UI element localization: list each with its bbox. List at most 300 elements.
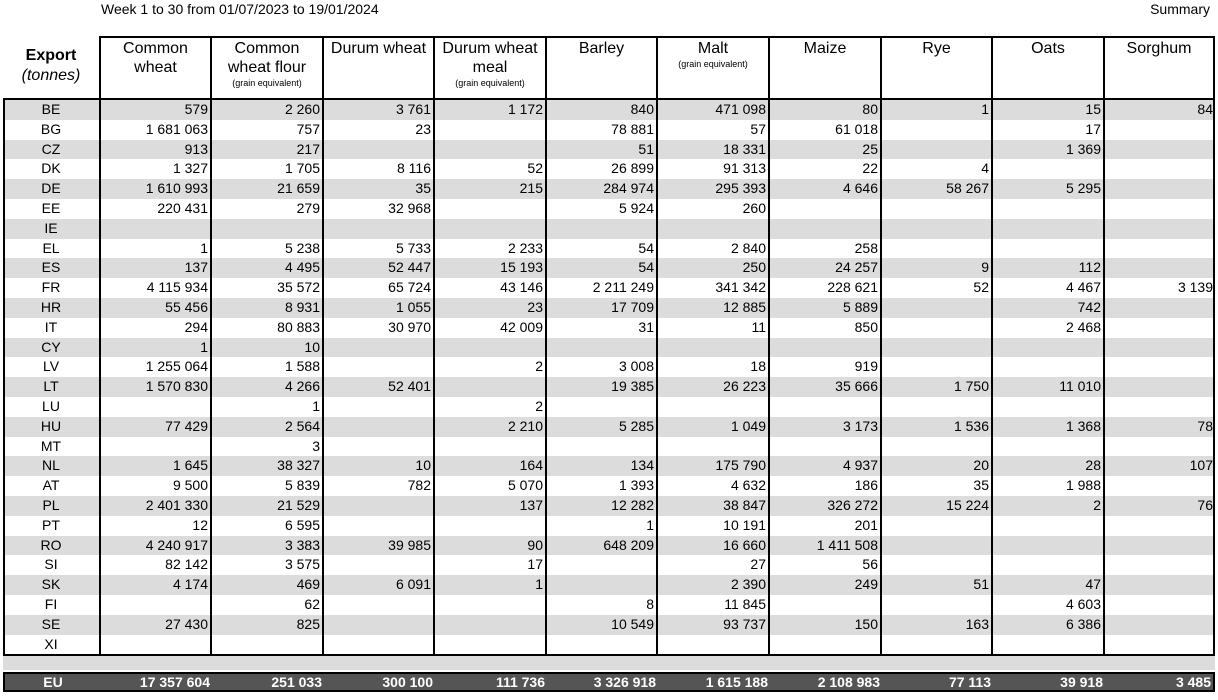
table-cell: 3 575 (284, 556, 320, 573)
table-cell: 249 (854, 576, 878, 593)
country-code: EE (41, 199, 61, 216)
table-cell (545, 555, 656, 575)
table-cell: 30 970 (388, 318, 431, 335)
table-cell: 250 (742, 259, 766, 276)
country-code: PT (42, 516, 60, 533)
table-cell (545, 397, 656, 417)
table-cell: 201 (854, 516, 878, 533)
column-rule (768, 100, 770, 655)
table-cell: 3 (312, 437, 320, 454)
table-cell (322, 140, 433, 160)
table-cell: 5 924 (618, 199, 654, 216)
table-cell: 39 985 (388, 536, 431, 553)
table-cell (1103, 476, 1215, 496)
table-gap-band (3, 656, 1215, 670)
table-cell: 78 881 (611, 120, 654, 137)
table-cell: 341 342 (715, 279, 766, 296)
table-cell: 294 (184, 318, 208, 335)
table-cell: 42 009 (500, 318, 543, 335)
table-cell: 217 (296, 140, 320, 157)
table-cell: 4 266 (284, 378, 320, 395)
table-cell (1103, 397, 1215, 417)
country-code: SE (41, 615, 61, 632)
table-cell: 228 621 (827, 279, 878, 296)
table-row (3, 159, 1215, 179)
table-cell (991, 437, 1103, 457)
export-corner (3, 46, 99, 100)
total-cell: 2 108 983 (817, 674, 880, 690)
column-rule (545, 100, 547, 655)
table-cell: 1 (646, 516, 654, 533)
table-cell (880, 397, 991, 417)
table-cell: 137 (519, 496, 543, 513)
table-cell: 1 369 (1065, 140, 1101, 157)
table-cell (991, 219, 1103, 239)
table-cell (880, 595, 991, 615)
table-cell: 4 467 (1065, 279, 1101, 296)
table-cell: 284 974 (603, 180, 654, 197)
table-cell: 52 401 (388, 378, 431, 395)
table-cell: 2 468 (1065, 318, 1101, 335)
column-header (433, 36, 545, 98)
table-cell: 82 142 (165, 556, 208, 573)
country-code: EL (42, 239, 60, 256)
table-cell: 1 570 830 (145, 378, 208, 395)
country-code: IE (44, 219, 58, 236)
country-code: LV (42, 358, 60, 375)
table-cell: 28 (1085, 457, 1101, 474)
table-cell: 25 (862, 140, 878, 157)
table-row (3, 100, 1215, 120)
table-cell: 35 572 (277, 279, 320, 296)
table-cell: 1 536 (953, 417, 989, 434)
table-cell: 78 (1197, 417, 1213, 434)
table-cell: 9 500 (172, 477, 208, 494)
table-cell: 27 430 (165, 615, 208, 632)
table-cell: 8 (646, 595, 654, 612)
column-rule (1213, 100, 1215, 655)
table-cell: 38 327 (277, 457, 320, 474)
table-cell: 54 (638, 259, 654, 276)
table-cell: 23 (527, 298, 543, 315)
country-code: CZ (41, 140, 61, 157)
table-cell (1103, 179, 1215, 199)
table-cell (768, 338, 880, 358)
table-cell (1103, 615, 1215, 635)
table-cell (991, 357, 1103, 377)
table-cell: 51 (638, 140, 654, 157)
table-cell (433, 437, 545, 457)
table-cell: 93 737 (723, 615, 766, 632)
table-cell (880, 318, 991, 338)
column-header (991, 36, 1103, 98)
table-cell: 1 (535, 576, 543, 593)
table-row (3, 140, 1215, 160)
table-cell (880, 357, 991, 377)
table-cell: 2 (535, 397, 543, 414)
table-cell (1103, 516, 1215, 536)
table-row (3, 397, 1215, 417)
country-code: XI (44, 635, 58, 652)
column-rule (880, 100, 882, 655)
table-cell: 2 840 (730, 239, 766, 256)
column-rule (3, 100, 5, 655)
table-cell (1103, 575, 1215, 595)
table-row (3, 199, 1215, 219)
table-cell: 21 529 (277, 496, 320, 513)
table-cell: 8 116 (397, 160, 431, 177)
table-cell (991, 635, 1103, 655)
column-rule (1103, 100, 1105, 655)
table-row (3, 377, 1215, 397)
table-cell (322, 338, 433, 358)
table-cell: 2 233 (507, 239, 543, 256)
table-cell (880, 555, 991, 575)
summary-label: Summary (1150, 1, 1210, 17)
table-cell (880, 219, 991, 239)
table-cell (1103, 377, 1215, 397)
table-cell: 1 (200, 338, 208, 355)
total-cell: 3 326 918 (593, 674, 656, 690)
table-cell (1103, 120, 1215, 140)
table-cell (322, 437, 433, 457)
table-cell: 164 (519, 457, 543, 474)
table-cell (880, 298, 991, 318)
column-header-label: Durum wheat meal (442, 40, 538, 76)
table-cell: 4 115 934 (146, 279, 208, 296)
table-cell (99, 397, 210, 417)
table-cell (1103, 219, 1215, 239)
table-cell: 782 (407, 477, 431, 494)
table-cell: 6 386 (1065, 615, 1101, 632)
table-cell: 919 (854, 358, 878, 375)
table-cell (322, 555, 433, 575)
table-cell: 31 (638, 318, 654, 335)
table-cell: 80 (862, 101, 878, 117)
table-cell (880, 239, 991, 259)
table-cell (991, 199, 1103, 219)
table-cell: 1 255 064 (145, 358, 208, 375)
total-cell: 3 485 (1175, 674, 1211, 690)
table-cell: 134 (630, 457, 654, 474)
table-cell (99, 595, 210, 615)
column-header-label: Durum wheat (330, 40, 427, 57)
table-cell (433, 199, 545, 219)
table-cell: 1 681 063 (145, 120, 208, 137)
table-cell: 1 172 (507, 101, 543, 117)
table-cell: 175 790 (715, 457, 766, 474)
table-cell (656, 397, 768, 417)
table-cell: 471 098 (715, 101, 766, 117)
country-code: FI (44, 595, 58, 612)
country-code: DE (41, 180, 61, 197)
table-cell: 5 889 (842, 298, 878, 315)
table-cell: 220 431 (157, 199, 208, 216)
table-cell: 4 240 917 (145, 536, 208, 553)
country-code: SI (44, 556, 58, 573)
table-cell: 5 839 (284, 477, 320, 494)
column-header-label: Barley (578, 40, 625, 57)
table-cell: 2 260 (284, 101, 320, 117)
column-header-label: Maize (803, 40, 847, 57)
table-cell (545, 338, 656, 358)
table-cell (880, 120, 991, 140)
table-row (3, 516, 1215, 536)
country-code: BE (41, 101, 61, 117)
table-cell (545, 219, 656, 239)
table-cell: 17 (1085, 120, 1101, 137)
table-cell: 8 931 (284, 298, 320, 315)
table-cell: 56 (862, 556, 878, 573)
table-cell (991, 239, 1103, 259)
column-header (322, 36, 433, 98)
table-cell (991, 397, 1103, 417)
table-cell (1103, 357, 1215, 377)
table-cell: 4 174 (172, 576, 208, 593)
table-cell: 62 (304, 595, 320, 612)
table-cell: 3 008 (618, 358, 654, 375)
table-cell: 12 (192, 516, 208, 533)
table-cell (99, 635, 210, 655)
table-cell: 3 139 (1177, 279, 1213, 296)
column-header-label: Oats (1031, 40, 1065, 57)
table-cell: 5 238 (284, 239, 320, 256)
table-cell: 80 883 (277, 318, 320, 335)
table-cell: 279 (296, 199, 320, 216)
table-cell: 58 267 (946, 180, 989, 197)
table-cell (322, 357, 433, 377)
country-code: FR (41, 279, 61, 296)
column-header (1103, 36, 1215, 98)
column-rule (99, 100, 101, 655)
table-cell: 90 (527, 536, 543, 553)
table-row (3, 595, 1215, 615)
country-code: MT (40, 437, 62, 454)
table-cell (322, 417, 433, 437)
column-header-label: Common wheat flour (227, 40, 307, 76)
table-cell (433, 120, 545, 140)
country-code: HU (40, 417, 62, 434)
table-cell: 4 (981, 160, 989, 177)
country-code: LT (43, 378, 59, 395)
column-header-sub: (grain equivalent) (678, 59, 748, 69)
table-cell: 150 (854, 615, 878, 632)
table-cell: 137 (184, 259, 208, 276)
table-cell (880, 140, 991, 160)
table-cell: 12 282 (611, 496, 654, 513)
total-cell: 111 736 (495, 674, 545, 690)
table-cell: 15 (1085, 101, 1101, 117)
table-cell (768, 219, 880, 239)
table-cell: 469 (296, 576, 320, 593)
table-row (3, 496, 1215, 516)
table-cell (880, 338, 991, 358)
column-header-label: Sorghum (1126, 40, 1192, 57)
country-code: HR (40, 298, 62, 315)
table-row (3, 120, 1215, 140)
table-cell: 22 (862, 160, 878, 177)
table-cell: 648 209 (603, 536, 654, 553)
table-cell: 1 393 (618, 477, 654, 494)
table-cell: 47 (1085, 576, 1101, 593)
table-cell: 9 (981, 259, 989, 276)
table-cell: 2 390 (730, 576, 766, 593)
table-cell: 4 937 (842, 457, 878, 474)
table-cell (880, 199, 991, 219)
column-header (210, 36, 322, 98)
column-header (768, 36, 880, 98)
table-row (3, 615, 1215, 635)
table-cell (656, 338, 768, 358)
column-header-label: Common wheat (123, 40, 188, 76)
table-cell (433, 219, 545, 239)
table-cell: 6 091 (395, 576, 431, 593)
table-cell: 17 709 (611, 298, 654, 315)
column-header (880, 36, 991, 98)
total-cell: 17 357 604 (139, 674, 210, 690)
table-cell: 65 724 (388, 279, 431, 296)
table-cell: 35 (973, 477, 989, 494)
total-cell: 300 100 (382, 674, 433, 690)
table-cell: 38 847 (723, 496, 766, 513)
table-cell (880, 536, 991, 556)
table-cell (433, 140, 545, 160)
table-cell: 1 049 (730, 417, 766, 434)
table-cell (768, 635, 880, 655)
column-header-sub: (grain equivalent) (455, 78, 525, 88)
table-cell (656, 437, 768, 457)
table-cell: 10 549 (611, 615, 654, 632)
table-cell (991, 516, 1103, 536)
table-cell: 32 968 (388, 199, 431, 216)
table-row (3, 278, 1215, 298)
table-cell (1103, 536, 1215, 556)
country-code: LU (42, 397, 60, 414)
table-cell: 2 (1093, 496, 1101, 513)
table-cell (99, 219, 210, 239)
table-row (3, 239, 1215, 259)
table-cell (1103, 318, 1215, 338)
country-code: NL (42, 457, 60, 474)
table-cell: 1 368 (1065, 417, 1101, 434)
table-row (3, 338, 1215, 358)
table-cell (433, 595, 545, 615)
table-cell: 4 495 (284, 259, 320, 276)
table-cell: 2 (535, 358, 543, 375)
table-cell: 260 (742, 199, 766, 216)
table-cell (322, 635, 433, 655)
table-cell (1103, 258, 1215, 278)
table-cell (1103, 635, 1215, 655)
table-cell (210, 635, 322, 655)
table-cell (322, 219, 433, 239)
table-cell (1103, 555, 1215, 575)
table-cell: 1 705 (284, 160, 320, 177)
country-code: DK (41, 160, 61, 177)
table-cell (1103, 239, 1215, 259)
table-row (3, 555, 1215, 575)
table-cell (656, 635, 768, 655)
column-header (99, 36, 210, 98)
table-cell: 84 (1197, 101, 1213, 117)
country-code: CY (41, 338, 61, 355)
table-cell (1103, 140, 1215, 160)
table-cell: 913 (184, 140, 208, 157)
table-cell (1103, 298, 1215, 318)
table-cell: 2 210 (507, 417, 543, 434)
table-cell: 1 588 (284, 358, 320, 375)
table-cell: 11 010 (1059, 378, 1101, 395)
table-cell (991, 338, 1103, 358)
table-cell (656, 219, 768, 239)
table-cell (322, 496, 433, 516)
table-cell (991, 536, 1103, 556)
table-cell: 12 885 (723, 298, 766, 315)
column-rule (210, 100, 212, 655)
table-cell: 107 (1189, 457, 1213, 474)
country-code: PL (42, 496, 60, 513)
table-cell: 295 393 (715, 180, 766, 197)
table-cell: 11 (751, 318, 766, 335)
total-cell: 39 918 (1060, 674, 1103, 690)
table-cell (545, 575, 656, 595)
table-cell: 1 750 (953, 378, 989, 395)
table-cell (322, 516, 433, 536)
table-cell: 1 (981, 101, 989, 117)
table-cell (768, 397, 880, 417)
table-cell (768, 199, 880, 219)
table-row (3, 357, 1215, 377)
table-cell (433, 516, 545, 536)
table-cell (1103, 595, 1215, 615)
table-cell (322, 615, 433, 635)
export-unit: (tonnes) (21, 67, 81, 84)
table-cell: 35 666 (835, 378, 878, 395)
table-cell: 326 272 (827, 496, 878, 513)
table-cell: 51 (973, 576, 989, 593)
country-code: AT (42, 477, 60, 494)
table-cell (433, 635, 545, 655)
table-cell (545, 437, 656, 457)
table-cell: 4 646 (842, 180, 878, 197)
table-row (3, 575, 1215, 595)
table-cell: 52 447 (388, 259, 431, 276)
table-cell: 258 (854, 239, 878, 256)
table-cell: 5 295 (1065, 180, 1101, 197)
table-cell: 18 331 (723, 140, 766, 157)
table-cell: 16 660 (723, 536, 766, 553)
table-cell: 3 383 (284, 536, 320, 553)
country-code: IT (44, 318, 58, 335)
table-cell: 76 (1197, 496, 1213, 513)
table-cell: 163 (965, 615, 989, 632)
table-cell (433, 377, 545, 397)
table-row (3, 179, 1215, 199)
table-cell: 11 845 (724, 595, 766, 612)
table-header (3, 36, 1215, 100)
table-row (3, 258, 1215, 278)
table-cell: 850 (854, 318, 878, 335)
total-cell: 251 033 (271, 674, 322, 690)
table-cell: 1 327 (172, 160, 208, 177)
table-cell (1103, 338, 1215, 358)
table-cell (545, 635, 656, 655)
column-rule (322, 100, 324, 655)
table-cell: 55 456 (165, 298, 208, 315)
table-cell: 61 018 (835, 120, 878, 137)
total-cell: 1 615 188 (705, 674, 768, 690)
table-cell (1103, 437, 1215, 457)
